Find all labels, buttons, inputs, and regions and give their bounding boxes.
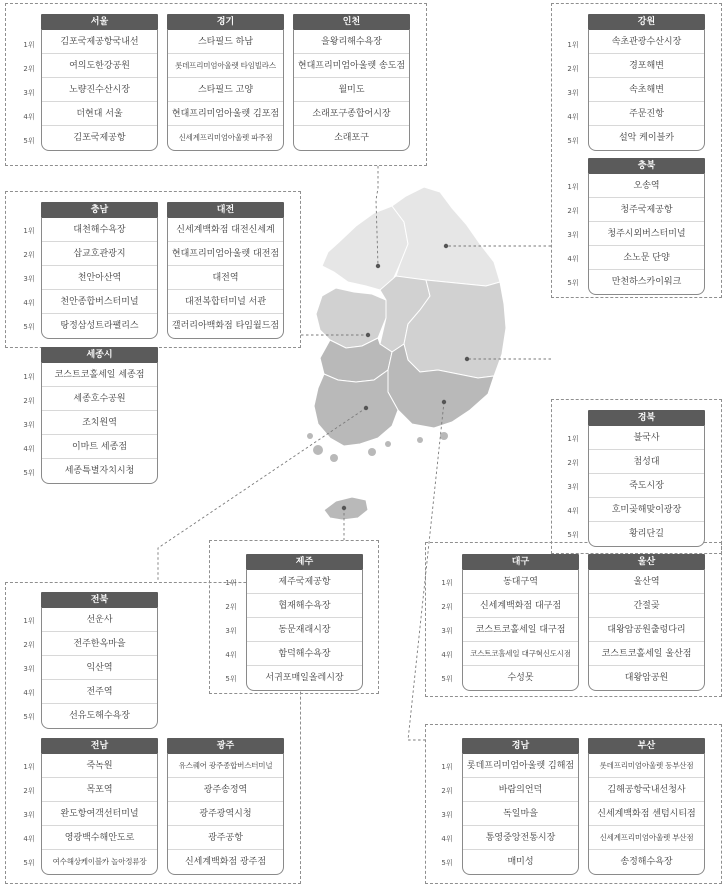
list-item [168,754,283,778]
region-table-jeju [246,554,363,690]
rank-label: 5위 [567,137,579,145]
region-header-jeju: 제주 [246,554,363,570]
region-header-daegu: 대구 [462,554,579,570]
rank-label: 2위 [23,251,35,259]
list-item [168,850,283,874]
list-item [42,411,157,435]
region-header-busan: 부산 [588,738,705,754]
place-name: 바람의언덕 [498,785,543,795]
rank-label: 5위 [441,675,453,683]
list-item [589,270,704,294]
region-header-seoul: 서울 [41,14,158,30]
region-table-gyeongnam [462,738,579,874]
place-name: 현대프리미엄아울렛 김포점 [171,109,280,119]
place-name: 함덕해수욕장 [278,649,331,659]
place-name: 을왕리해수욕장 [321,37,382,47]
place-name: 청주시외버스터미널 [607,229,686,239]
list-item [42,290,157,314]
rank-label: 1위 [23,763,35,771]
rank-label: 2위 [23,397,35,405]
rank-label: 4위 [23,689,35,697]
list-item [168,242,283,266]
map-island [313,445,323,455]
rank-label: 4위 [23,835,35,843]
map-island [330,454,338,462]
place-name: 대천해수욕장 [73,225,126,235]
list-item [463,594,578,618]
rank-label: 4위 [567,507,579,515]
place-name: 첨성대 [633,457,660,467]
place-name: 협재해수욕장 [278,601,331,611]
list-item [42,387,157,411]
list-item [42,680,157,704]
list-item [168,102,283,126]
rank-label: 2위 [567,65,579,73]
region-table-ulsan [588,554,705,690]
leader-dot-capital [376,264,380,268]
place-name: 오송역 [633,181,660,191]
rank-label: 1위 [23,227,35,235]
rank-label: 2위 [567,459,579,467]
rank-label: 3위 [23,665,35,673]
rank-label: 2위 [23,65,35,73]
region-table-gangwon [588,14,705,150]
place-name: 불국사 [633,433,660,443]
leader-dot-gyeongbuk [465,357,469,361]
region-list-gwangju [167,754,284,875]
region-list-gyeonggi [167,30,284,151]
place-name: 삽교호관광지 [73,249,126,259]
rank-label: 1위 [441,763,453,771]
place-name: 롯데프리미엄아울렛 김해점 [466,761,575,771]
region-list-daejeon [167,218,284,339]
place-name: 동대구역 [503,577,538,587]
map-island [307,433,313,439]
list-item [463,778,578,802]
rank-label: 4위 [567,113,579,121]
place-name: 전주한옥마을 [73,639,126,649]
list-item [463,570,578,594]
list-item [168,54,283,78]
rank-label: 4위 [23,113,35,121]
rank-label: 5위 [567,531,579,539]
place-name: 속초관광수산시장 [611,37,682,47]
place-name: 현대프리미엄아울렛 송도점 [297,61,406,71]
rank-label: 5위 [23,137,35,145]
leader-dot-jeolla [364,406,368,410]
place-name: 조치원역 [82,418,117,428]
region-table-daegu [462,554,579,690]
rank-label: 2위 [441,787,453,795]
list-item [589,102,704,126]
map-island [417,437,423,443]
rank-label: 3위 [23,421,35,429]
region-list-chungnam [41,218,158,339]
list-item [247,570,362,594]
rank-label: 3위 [23,275,35,283]
place-name: 익산역 [86,663,113,673]
place-name: 월미도 [338,85,365,95]
place-name: 완도항여객선터미널 [60,809,139,819]
list-item [294,54,409,78]
place-name: 소노문 단양 [623,253,670,263]
place-name: 김포국제공항국내선 [60,37,139,47]
list-item [463,754,578,778]
list-item [589,426,704,450]
list-item [42,363,157,387]
list-item [168,778,283,802]
list-item [42,78,157,102]
list-item [463,642,578,666]
rank-label: 5위 [23,859,35,867]
place-name: 스타필드 하남 [197,37,254,47]
place-name: 롯데프리미엄아울렛 타임빌라스 [175,61,276,70]
region-table-busan [588,738,705,874]
list-item [42,826,157,850]
list-item [589,498,704,522]
place-name: 소래포구 [334,133,369,143]
region-list-jeonbuk [41,608,158,729]
list-item [589,826,704,850]
rank-label: 1위 [567,41,579,49]
list-item [589,642,704,666]
place-name: 제주국제공항 [278,577,331,587]
region-header-daejeon: 대전 [167,202,284,218]
place-name: 현대프리미엄아울렛 대전점 [171,249,280,259]
place-name: 천안종합버스터미널 [60,297,139,307]
list-item [42,632,157,656]
leader-dot-gyeongnam [442,400,446,404]
list-item [42,54,157,78]
region-header-chungnam: 충남 [41,202,158,218]
place-name: 대전역 [212,273,239,283]
rank-label: 1위 [567,183,579,191]
list-item [463,666,578,690]
rank-label: 3위 [23,811,35,819]
rank-label: 1위 [23,41,35,49]
region-list-chungbuk [588,174,705,295]
map-region-gangwon [392,187,500,286]
rank-label: 3위 [567,483,579,491]
place-name: 죽도시장 [629,481,664,491]
place-name: 여수해상케이블카 놀아정류장 [52,857,147,866]
rank-label: 3위 [441,811,453,819]
list-item [42,30,157,54]
list-item [589,126,704,150]
rank-label: 3위 [441,627,453,635]
place-name: 전주역 [86,687,113,697]
region-table-jeonnam [41,738,158,874]
list-item [42,242,157,266]
place-name: 코스트코홀세일 대구혁신도시점 [470,649,571,658]
place-name: 목포역 [86,785,113,795]
rank-label: 3위 [225,627,237,635]
region-list-gyeongnam [462,754,579,875]
list-item [42,778,157,802]
leader-dot-chungcheong [366,333,370,337]
rank-label: 3위 [567,89,579,97]
list-item [589,174,704,198]
list-item [589,222,704,246]
list-item [589,30,704,54]
place-name: 탕정삼성트라팰리스 [60,321,139,331]
rank-label: 2위 [567,207,579,215]
place-name: 유스퀘어 광주종합버스터미널 [178,761,273,770]
rank-label: 2위 [23,787,35,795]
rank-label: 2위 [23,641,35,649]
place-name: 만천하스카이워크 [611,277,682,287]
list-item [589,474,704,498]
region-header-jeonnam: 전남 [41,738,158,754]
place-name: 신세계프리미엄아울렛 파주점 [178,133,273,142]
place-name: 신세계백화점 센텀시티점 [597,809,696,819]
rank-label: 4위 [23,445,35,453]
region-header-gyeongbuk: 경북 [588,410,705,426]
list-item [168,78,283,102]
list-item [589,54,704,78]
place-name: 간절곶 [633,601,660,611]
list-item [589,450,704,474]
map-island [385,441,391,447]
place-name: 세종특별자치시청 [64,466,135,476]
rank-label: 4위 [225,651,237,659]
place-name: 천안아산역 [77,273,122,283]
list-item [42,754,157,778]
rank-label: 5위 [23,323,35,331]
list-item [589,666,704,690]
place-name: 설악 케이블카 [618,133,675,143]
rank-label: 3위 [567,231,579,239]
region-table-gyeonggi [167,14,284,150]
list-item [294,78,409,102]
rank-label: 5위 [225,675,237,683]
region-header-gyeongnam: 경남 [462,738,579,754]
map-regions [307,187,506,520]
list-item [589,754,704,778]
place-name: 광주송정역 [203,785,248,795]
list-item [247,642,362,666]
list-item [247,666,362,690]
place-name: 신세계백화점 대구점 [479,601,562,611]
region-table-gyeongbuk [588,410,705,546]
rank-label: 5위 [567,279,579,287]
region-table-incheon [293,14,410,150]
rank-label: 1위 [441,579,453,587]
rank-label: 2위 [441,603,453,611]
region-header-incheon: 인천 [293,14,410,30]
place-name: 소래포구종합어시장 [312,109,391,119]
list-item [247,618,362,642]
place-name: 선운사 [86,615,113,625]
list-item [589,78,704,102]
list-item [589,802,704,826]
place-name: 신세계백화점 광주점 [184,857,267,867]
rank-label: 1위 [567,435,579,443]
list-item [42,656,157,680]
list-item [463,850,578,874]
place-name: 경포해변 [629,61,664,71]
list-item [589,522,704,546]
list-item [247,594,362,618]
region-header-gangwon: 강원 [588,14,705,30]
list-item [589,198,704,222]
place-name: 영광백수해안도로 [64,833,135,843]
place-name: 울산역 [633,577,660,587]
region-table-seoul [41,14,158,150]
map-island [440,432,448,440]
list-item [42,102,157,126]
region-list-ulsan [588,570,705,691]
list-item [168,218,283,242]
place-name: 신세계백화점 대전신세계 [176,225,275,235]
place-name: 통영중앙전통시장 [485,833,556,843]
region-list-incheon [293,30,410,151]
list-item [168,126,283,150]
list-item [294,102,409,126]
place-name: 코스트코홀세일 세종점 [54,370,145,380]
rank-label: 4위 [441,651,453,659]
rank-label: 4위 [441,835,453,843]
list-item [42,608,157,632]
rank-label: 1위 [23,373,35,381]
region-table-jeonbuk [41,592,158,728]
list-item [589,246,704,270]
list-item [42,266,157,290]
rank-label: 4위 [567,255,579,263]
place-name: 광주광역시청 [199,809,252,819]
place-name: 호미곶해맞이광장 [611,505,682,515]
list-item [168,314,283,338]
list-item [589,570,704,594]
list-item [168,802,283,826]
region-header-gwangju: 광주 [167,738,284,754]
place-name: 신세계프리미엄아울렛 부산점 [599,833,694,842]
region-table-sejong [41,347,158,483]
place-name: 갤러리아백화점 타임월드점 [171,321,280,331]
list-item [42,435,157,459]
list-item [42,802,157,826]
list-item [294,126,409,150]
region-header-ulsan: 울산 [588,554,705,570]
list-item [168,826,283,850]
region-list-gangwon [588,30,705,151]
region-table-gwangju [167,738,284,874]
place-name: 황리단길 [629,529,664,539]
place-name: 매미성 [507,857,534,867]
region-table-chungnam [41,202,158,338]
place-name: 이마트 세종점 [71,442,128,452]
list-item [589,778,704,802]
leader-line-gyeongnam [408,402,444,740]
list-item [463,618,578,642]
list-item [42,459,157,483]
region-table-daejeon [167,202,284,338]
place-name: 수성못 [507,673,534,683]
place-name: 속초해변 [629,85,664,95]
list-item [168,30,283,54]
list-item [589,594,704,618]
place-name: 대왕암공원 [624,673,669,683]
leader-dot-jeju [342,506,346,510]
rank-label: 5위 [441,859,453,867]
rank-label: 4위 [23,299,35,307]
place-name: 코스트코홀세일 울산점 [601,649,692,659]
list-item [42,850,157,874]
place-name: 독일마을 [503,809,538,819]
place-name: 죽녹원 [86,761,113,771]
place-name: 여의도한강공원 [69,61,130,71]
place-name: 롯데프리미엄아울렛 동부산점 [599,761,694,770]
place-name: 광주공항 [208,833,243,843]
list-item [42,314,157,338]
list-item [463,802,578,826]
place-name: 세종호수공원 [73,394,126,404]
region-header-chungbuk: 충북 [588,158,705,174]
place-name: 더현대 서울 [76,109,123,119]
list-item [294,30,409,54]
region-list-gyeongbuk [588,426,705,547]
list-item [168,290,283,314]
place-name: 서귀포매일올레시장 [265,673,344,683]
place-name: 코스트코홀세일 대구점 [475,625,566,635]
region-table-chungbuk [588,158,705,294]
place-name: 김해공항국내선청사 [607,785,686,795]
region-header-jeonbuk: 전북 [41,592,158,608]
list-item [463,826,578,850]
list-item [168,266,283,290]
region-header-sejong: 세종시 [41,347,158,363]
place-name: 송정해수욕장 [620,857,673,867]
map-island [368,448,376,456]
place-name: 김포국제공항 [73,133,126,143]
region-list-jeonnam [41,754,158,875]
rank-label: 1위 [23,617,35,625]
region-list-busan [588,754,705,875]
region-list-daegu [462,570,579,691]
list-item [42,218,157,242]
place-name: 선유도해수욕장 [69,711,130,721]
list-item [589,850,704,874]
place-name: 동문재래시장 [278,625,331,635]
place-name: 스타필드 고양 [197,85,254,95]
place-name: 대왕암공원출렁다리 [607,625,686,635]
rank-label: 5위 [23,713,35,721]
rank-label: 1위 [225,579,237,587]
list-item [589,618,704,642]
rank-label: 2위 [225,603,237,611]
list-item [42,126,157,150]
place-name: 대전복합터미널 서관 [184,297,267,307]
list-item [42,704,157,728]
leader-dot-gangwon [444,244,448,248]
region-list-sejong [41,363,158,484]
place-name: 주문진항 [629,109,664,119]
rank-label: 5위 [23,469,35,477]
place-name: 노량진수산시장 [69,85,130,95]
region-list-seoul [41,30,158,151]
rank-label: 3위 [23,89,35,97]
region-list-jeju [246,570,363,691]
place-name: 청주국제공항 [620,205,673,215]
region-header-gyeonggi: 경기 [167,14,284,30]
